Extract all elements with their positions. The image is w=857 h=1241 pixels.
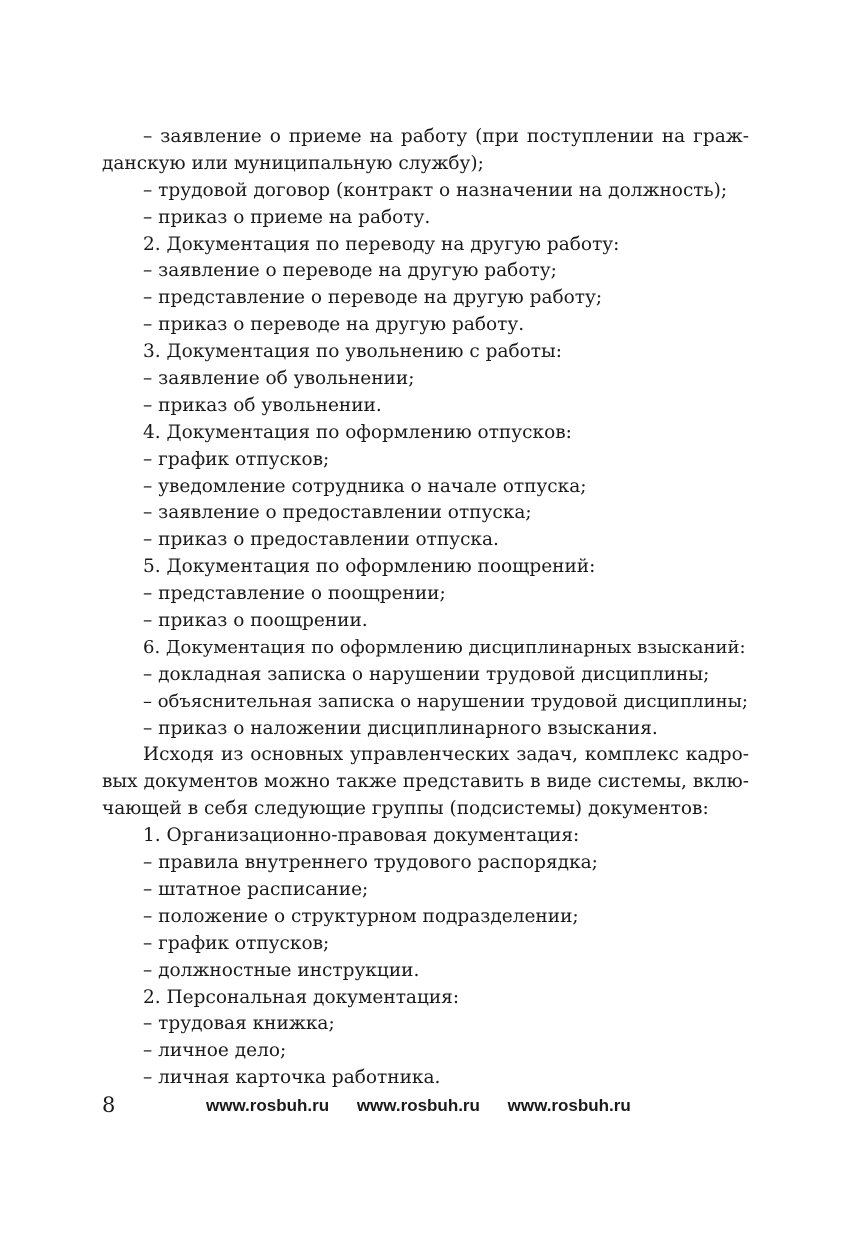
text-line: вых документов можно также представить в виде системы, вклю- (102, 771, 749, 793)
text-line: – положение о структурном подразделении; (143, 905, 579, 927)
site-link[interactable]: www.rosbuh.ru (507, 1096, 631, 1115)
page-footer (102, 1091, 749, 1121)
text-line: 1. Организационно-правовая документация: (143, 825, 580, 847)
text-line: Исходя из основных управленческих задач, комплекс кадро- (143, 744, 749, 766)
text-line: данскую или муниципальную службу); (102, 152, 484, 174)
text-line: – личное дело; (143, 1040, 287, 1062)
text-line: – правила внутреннего трудового распорядка; (143, 852, 598, 874)
text-line: – приказ о приеме на работу. (143, 206, 431, 228)
text-line: – график отпусков; (143, 448, 330, 470)
text-line: чающей в себя следующие группы (подсистемы) документов: (102, 798, 709, 820)
text-line: – заявление о переводе на другую работу; (143, 260, 557, 282)
text-line: – докладная записка о нарушении трудовой дисциплины; (143, 663, 710, 685)
text-line: – приказ о поощрении. (143, 610, 368, 632)
text-line: – заявление о предоставлении отпуска; (143, 502, 532, 524)
text-line: – график отпусков; (143, 932, 330, 954)
text-lines (102, 124, 749, 1092)
text-line: – представление о поощрении; (143, 583, 446, 605)
text-line: 4. Документация по оформлению отпусков: (143, 421, 572, 443)
text-line: 5. Документация по оформлению поощрений: (143, 556, 596, 578)
text-line: 2. Персональная документация: (143, 986, 460, 1008)
text-line: 3. Документация по увольнению с работы: (143, 341, 562, 363)
text-line: – уведомление сотрудника о начале отпуска; (143, 475, 587, 497)
site-link[interactable]: www.rosbuh.ru (356, 1096, 480, 1115)
text-line: – штатное расписание; (143, 878, 369, 900)
text-line: – трудовая книжка; (143, 1013, 335, 1035)
text-line: – представление о переводе на другую работу; (143, 287, 603, 309)
text-line: – приказ о наложении дисциплинарного взыскания. (143, 717, 658, 739)
text-line: – трудовой договор (контракт о назначении на должность); (143, 179, 728, 201)
text-line: – заявление о приеме на работу (при поступлении на граж- (143, 126, 749, 147)
text-line: 6. Документация по оформлению дисциплинарных взысканий: (143, 636, 746, 658)
text-line: – приказ об увольнении. (143, 394, 382, 416)
text-line: – личная карточка работника. (143, 1067, 441, 1089)
site-links (206, 1094, 654, 1118)
text-line: – приказ о предоставлении отпуска. (143, 529, 499, 551)
text-line: – заявление об увольнении; (143, 368, 415, 390)
page-number: 8 (102, 1093, 116, 1117)
text-line: – приказ о переводе на другую работу. (143, 314, 525, 336)
text-line: – объяснительная записка о нарушении трудовой дисциплины; (143, 690, 748, 712)
text-line: 2. Документация по переводу на другую работу: (143, 233, 620, 255)
site-link[interactable]: www.rosbuh.ru (206, 1096, 330, 1115)
page-body (102, 124, 749, 1092)
text-line: – должностные инструкции. (143, 959, 420, 981)
